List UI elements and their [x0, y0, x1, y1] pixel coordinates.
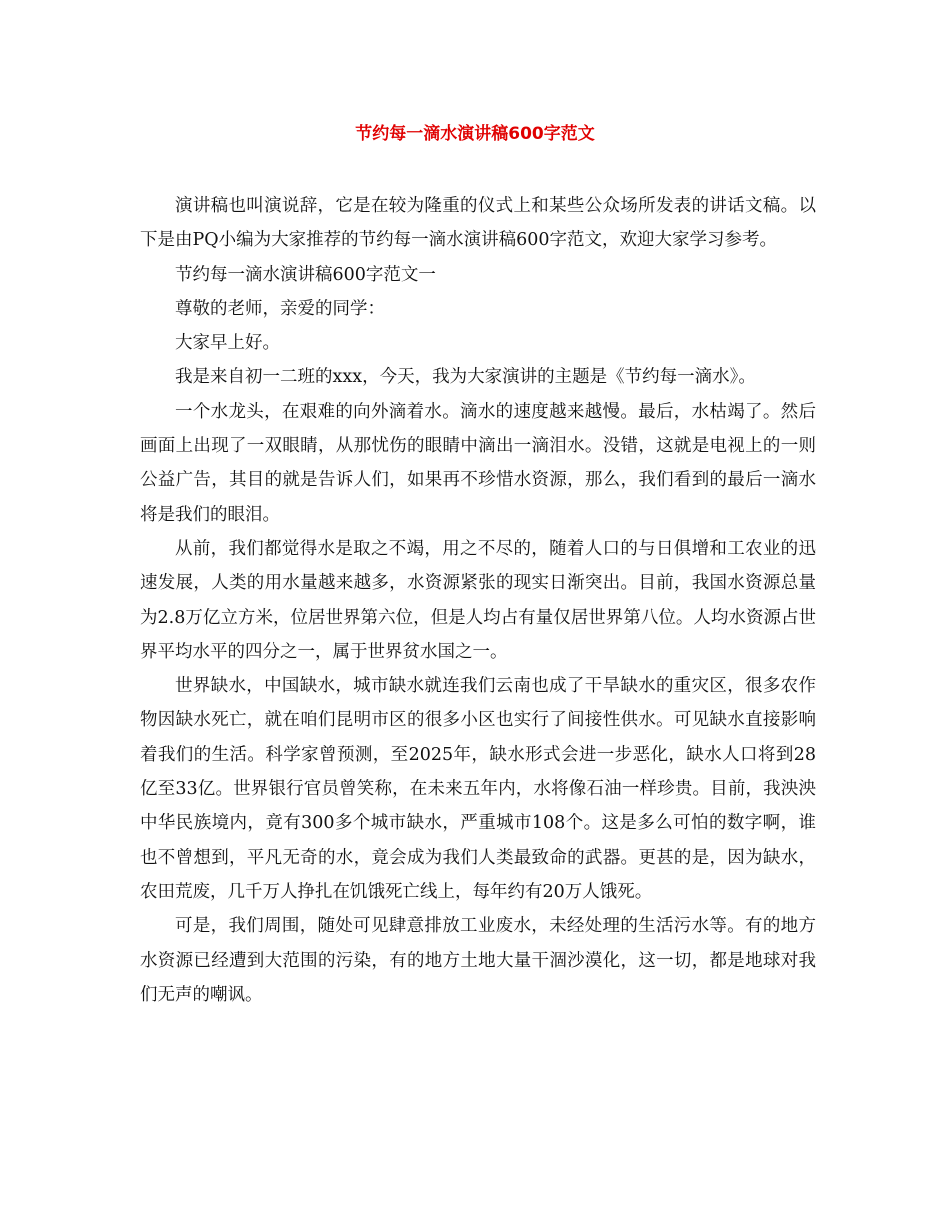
paragraph-subtitle: 节约每一滴水演讲稿600字范文一 — [175, 264, 436, 285]
document-body — [140, 189, 816, 1012]
paragraph-salutation: 尊敬的老师，亲爱的同学： — [175, 298, 385, 319]
paragraph-intro: 演讲稿也叫演说辞，它是在较为隆重的仪式上和某些公众场所发表的讲话文稿。以下是由PQ小编为大家推荐的节约每一滴水演讲稿600字范文，欢迎大家学习参考。 — [140, 196, 816, 251]
paragraph-water-shortage: 世界缺水，中国缺水，城市缺水就连我们云南也成了干旱缺水的重灾区，很多农作物因缺水死亡，就在咱们昆明市区的很多小区也实行了间接性供水。可见缺水直接影响着我们的生活。科学家曾预测，至2025年，缺水形式会进一步恶化，缺水人口将到28亿至33亿。世界银行官员曾笑称，在未来五年内，水将像石油一样珍贵。目前，我泱泱中华民族境内，竟有300多个城市缺水，严重城市108个。这是多么可怕的数字啊，谁也不曾想到，平凡无奇的水，竟会成为我们人类最致命的武器。更甚的是，因为缺水，农田荒废，几千万人挣扎在饥饿死亡线上，每年约有20万人饿死。 — [140, 676, 816, 902]
paragraph-pollution: 可是，我们周围，随处可见肆意排放工业废水，未经处理的生活污水等。有的地方水资源已经遭到大范围的污染，有的地方土地大量干涸沙漠化，这一切，都是地球对我们无声的嘲讽。 — [140, 916, 816, 1005]
paragraph-topic: 我是来自初一二班的xxx，今天，我为大家演讲的主题是《节约每一滴水》。 — [175, 367, 756, 388]
paragraph-faucet-ad: 一个水龙头，在艰难的向外滴着水。滴水的速度越来越慢。最后，水枯竭了。然后画面上出现了一双眼睛，从那忧伤的眼睛中滴出一滴泪水。没错，这就是电视上的一则公益广告，其目的就是告诉人们，如果再不珍惜水资源，那么，我们看到的最后一滴水将是我们的眼泪。 — [140, 401, 816, 525]
paragraph-greeting: 大家早上好。 — [175, 333, 280, 354]
document-title: 节约每一滴水演讲稿600字范文 — [355, 124, 595, 144]
paragraph-water-resources: 从前，我们都觉得水是取之不竭，用之不尽的，随着人口的与日俱增和工农业的迅速发展，人类的用水量越来越多，水资源紧张的现实日渐突出。目前，我国水资源总量为2.8万亿立方米，位居世界第六位，但是人均占有量仅居世界第八位。人均水资源占世界平均水平的四分之一，属于世界贫水国之一。 — [140, 538, 816, 662]
